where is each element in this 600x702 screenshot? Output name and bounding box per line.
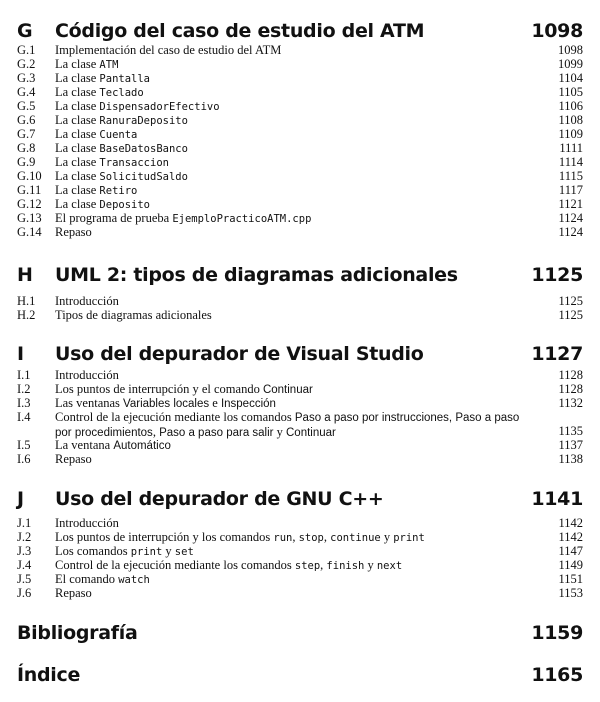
- section-title: [55, 308, 523, 322]
- chapter-title: UML 2: tipos de diagramas adicionales: [55, 264, 458, 286]
- section-page: 1106: [558, 99, 583, 113]
- text-segment: Repaso: [55, 586, 92, 600]
- toc-entry: [17, 141, 583, 155]
- section-page: 1132: [558, 396, 583, 410]
- chapter-heading: [17, 343, 583, 369]
- toc-entry: [17, 225, 583, 239]
- code-term: Teclado: [99, 87, 144, 99]
- text-segment: Introducción: [55, 516, 119, 530]
- section-title: [55, 410, 523, 440]
- section-page: 1142: [558, 516, 583, 530]
- code-term: SolicitudSaldo: [99, 171, 188, 183]
- toc-entry: [17, 382, 583, 396]
- section-page: 1114: [558, 155, 583, 169]
- text-segment: y: [364, 558, 377, 572]
- section-page: 1109: [558, 127, 583, 141]
- section-number: G.9: [17, 155, 36, 169]
- toc-entry: [17, 113, 583, 127]
- toc-entry: [17, 410, 583, 438]
- text-segment: Las ventanas: [55, 396, 124, 410]
- section-page: 1151: [558, 572, 583, 586]
- toc-entry: [17, 452, 583, 466]
- section-title: [55, 85, 523, 100]
- section-number: G.11: [17, 183, 42, 197]
- ui-term: Variables locales: [123, 398, 210, 410]
- section-number: I.4: [17, 410, 31, 424]
- text-segment: Repaso: [55, 225, 92, 239]
- text-segment: La clase: [55, 57, 100, 71]
- text-segment: y: [162, 544, 175, 558]
- text-segment: La clase: [55, 155, 100, 169]
- code-term: RanuraDeposito: [99, 115, 188, 127]
- section-title: [55, 155, 523, 170]
- section-number: G.4: [17, 85, 36, 99]
- code-term: run: [273, 532, 293, 544]
- text-segment: La clase: [55, 197, 100, 211]
- code-term: Cuenta: [99, 129, 138, 141]
- code-term: finish: [326, 560, 365, 572]
- code-term: EjemploPracticoATM.cpp: [172, 213, 312, 225]
- chapter-letter: J: [17, 488, 24, 510]
- code-term: Deposito: [99, 199, 150, 211]
- text-segment: ,: [292, 530, 299, 544]
- text-segment: Control de la ejecución mediante los comandos: [55, 558, 295, 572]
- text-segment: e: [209, 396, 221, 410]
- section-page: 1128: [558, 368, 583, 382]
- section-number: J.6: [17, 586, 32, 600]
- section-title: [55, 558, 523, 573]
- text-segment: La clase: [55, 71, 100, 85]
- section-title: [55, 71, 523, 86]
- section-number: I.6: [17, 452, 31, 466]
- section-number: J.1: [17, 516, 32, 530]
- chapter-page: 1127: [531, 343, 583, 365]
- section-page: 1117: [558, 183, 583, 197]
- toc-entry: [17, 197, 583, 211]
- section-number: I.1: [17, 368, 31, 382]
- code-term: Pantalla: [99, 73, 150, 85]
- code-term: stop: [298, 532, 324, 544]
- section-page: 1137: [558, 438, 583, 452]
- section-page: 1124: [558, 225, 583, 239]
- section-title: [55, 113, 523, 128]
- section-title: [55, 141, 523, 156]
- section-title: [55, 368, 523, 382]
- text-segment: Repaso: [55, 452, 92, 466]
- toc-entry: [17, 57, 583, 71]
- section-number: I.2: [17, 382, 31, 396]
- ui-term: Continuar: [286, 427, 336, 439]
- code-term: next: [376, 560, 403, 572]
- section-page: 1104: [558, 71, 583, 85]
- chapter-letter: H: [17, 264, 33, 286]
- chapter-title: Uso del depurador de Visual Studio: [55, 343, 424, 365]
- text-segment: La ventana: [55, 438, 114, 452]
- code-term: ATM: [99, 59, 119, 71]
- section-number: H.2: [17, 308, 36, 322]
- toc-entry: [17, 516, 583, 530]
- section-title: [55, 544, 523, 559]
- chapter-title: Índice: [17, 664, 81, 686]
- code-term: continue: [330, 532, 381, 544]
- toc-entry: [17, 169, 583, 183]
- section-title: [55, 57, 523, 72]
- section-page: 1147: [558, 544, 583, 558]
- text-segment: y: [273, 425, 286, 439]
- toc-entry: [17, 155, 583, 169]
- chapter-heading: [17, 488, 583, 514]
- code-term: Transaccion: [99, 157, 169, 169]
- code-term: Retiro: [99, 185, 138, 197]
- toc-entry: [17, 572, 583, 586]
- code-term: set: [174, 546, 194, 558]
- section-number: G.12: [17, 197, 42, 211]
- section-number: G.5: [17, 99, 36, 113]
- section-page: 1108: [558, 113, 583, 127]
- section-title: [55, 197, 523, 212]
- toc-entry: [17, 530, 583, 544]
- chapter-page: 1141: [531, 488, 583, 510]
- toc-entry: [17, 99, 583, 113]
- section-title: [55, 169, 523, 184]
- section-page: 1128: [558, 382, 583, 396]
- chapter-page: 1098: [531, 20, 583, 42]
- chapter-page: 1125: [531, 264, 583, 286]
- toc-entry: [17, 438, 583, 452]
- toc-entry: [17, 368, 583, 382]
- text-segment: ,: [323, 530, 331, 544]
- toc-entry: [17, 586, 583, 600]
- code-term: BaseDatosBanco: [99, 143, 188, 155]
- text-segment: Tipos de diagramas adicionales: [55, 308, 212, 322]
- section-page: 1142: [558, 530, 583, 544]
- section-number: G.8: [17, 141, 36, 155]
- section-title: [55, 530, 523, 545]
- section-page: 1125: [558, 308, 583, 322]
- section-number: I.5: [17, 438, 31, 452]
- section-title: [55, 586, 523, 600]
- chapter-title: Bibliografía: [17, 622, 138, 644]
- section-title: [55, 127, 523, 142]
- text-segment: La clase: [55, 141, 100, 155]
- toc-entry: [17, 294, 583, 308]
- chapter-letter: I: [17, 343, 24, 365]
- code-term: step: [294, 560, 321, 572]
- section-title: [55, 438, 523, 453]
- section-page: 1121: [558, 197, 583, 211]
- text-segment: La clase: [55, 127, 100, 141]
- section-title: [55, 183, 523, 198]
- section-number: G.10: [17, 169, 42, 183]
- chapter-heading: [17, 622, 583, 648]
- section-page: 1125: [558, 294, 583, 308]
- text-segment: Los puntos de interrupción y el comando: [55, 382, 263, 396]
- section-title: [55, 452, 523, 466]
- chapter-letter: G: [17, 20, 33, 42]
- section-title: [55, 516, 523, 530]
- ui-term: Inspección: [220, 398, 276, 410]
- ui-term: Paso a paso para salir: [159, 427, 274, 439]
- chapter-heading: [17, 264, 583, 290]
- text-segment: Los puntos de interrupción y los comandos: [55, 530, 274, 544]
- section-title: [55, 382, 523, 397]
- section-page: 1124: [558, 211, 583, 225]
- ui-term: Automático: [113, 440, 171, 452]
- section-page: 1149: [558, 558, 583, 572]
- text-segment: La clase: [55, 85, 100, 99]
- section-number: J.4: [17, 558, 32, 572]
- code-term: print: [393, 532, 425, 544]
- text-segment: ,: [320, 558, 327, 572]
- text-segment: El comando: [55, 572, 119, 586]
- section-number: G.1: [17, 43, 36, 57]
- section-number: J.5: [17, 572, 32, 586]
- chapter-page: 1165: [531, 664, 583, 686]
- toc-entry: [17, 85, 583, 99]
- section-title: [55, 211, 523, 226]
- section-title: [55, 396, 523, 411]
- text-segment: La clase: [55, 183, 100, 197]
- text-segment: La clase: [55, 169, 100, 183]
- section-number: J.3: [17, 544, 32, 558]
- section-page: 1138: [558, 452, 583, 466]
- code-term: DispensadorEfectivo: [99, 101, 220, 113]
- section-page: 1099: [558, 57, 583, 71]
- toc-entry: [17, 308, 583, 322]
- text-segment: Introducción: [55, 368, 119, 382]
- text-segment: La clase: [55, 99, 100, 113]
- chapter-title: Código del caso de estudio del ATM: [55, 20, 425, 42]
- text-segment: Implementación del caso de estudio del ATM: [55, 43, 282, 57]
- toc-entry: [17, 183, 583, 197]
- chapter-heading: [17, 664, 583, 690]
- text-segment: y: [380, 530, 394, 544]
- toc-entry: [17, 544, 583, 558]
- toc-entry: [17, 211, 583, 225]
- section-number: H.1: [17, 294, 36, 308]
- toc-entry: [17, 558, 583, 572]
- section-title: [55, 99, 523, 114]
- section-title: [55, 43, 523, 57]
- text-segment: Control de la ejecución mediante los comandos: [55, 410, 295, 424]
- ui-term: Paso a paso por instrucciones, Paso a paso por procedimientos: [55, 412, 520, 439]
- chapter-page: 1159: [531, 622, 583, 644]
- text-segment: Introducción: [55, 294, 119, 308]
- section-number: G.6: [17, 113, 36, 127]
- section-title: [55, 572, 523, 587]
- toc-entry: [17, 396, 583, 410]
- text-segment: La clase: [55, 113, 100, 127]
- section-page: 1135: [558, 424, 583, 438]
- section-number: G.2: [17, 57, 36, 71]
- toc-entry: [17, 43, 583, 57]
- section-number: G.3: [17, 71, 36, 85]
- text-segment: El programa de prueba: [55, 211, 173, 225]
- toc-entry: [17, 71, 583, 85]
- section-title: [55, 294, 523, 308]
- code-term: watch: [118, 574, 150, 586]
- chapter-title: Uso del depurador de GNU C++: [55, 488, 384, 510]
- code-term: print: [130, 546, 163, 558]
- section-number: I.3: [17, 396, 31, 410]
- section-page: 1105: [558, 85, 583, 99]
- section-title: [55, 225, 523, 239]
- section-page: 1111: [559, 141, 583, 155]
- section-number: G.14: [17, 225, 42, 239]
- section-number: J.2: [17, 530, 32, 544]
- text-segment: Los comandos: [55, 544, 131, 558]
- text-segment: ,: [152, 425, 160, 439]
- ui-term: Continuar: [262, 384, 313, 396]
- section-page: 1153: [558, 586, 583, 600]
- section-page: 1115: [558, 169, 583, 183]
- section-number: G.13: [17, 211, 42, 225]
- section-number: G.7: [17, 127, 36, 141]
- section-page: 1098: [558, 43, 583, 57]
- toc-entry: [17, 127, 583, 141]
